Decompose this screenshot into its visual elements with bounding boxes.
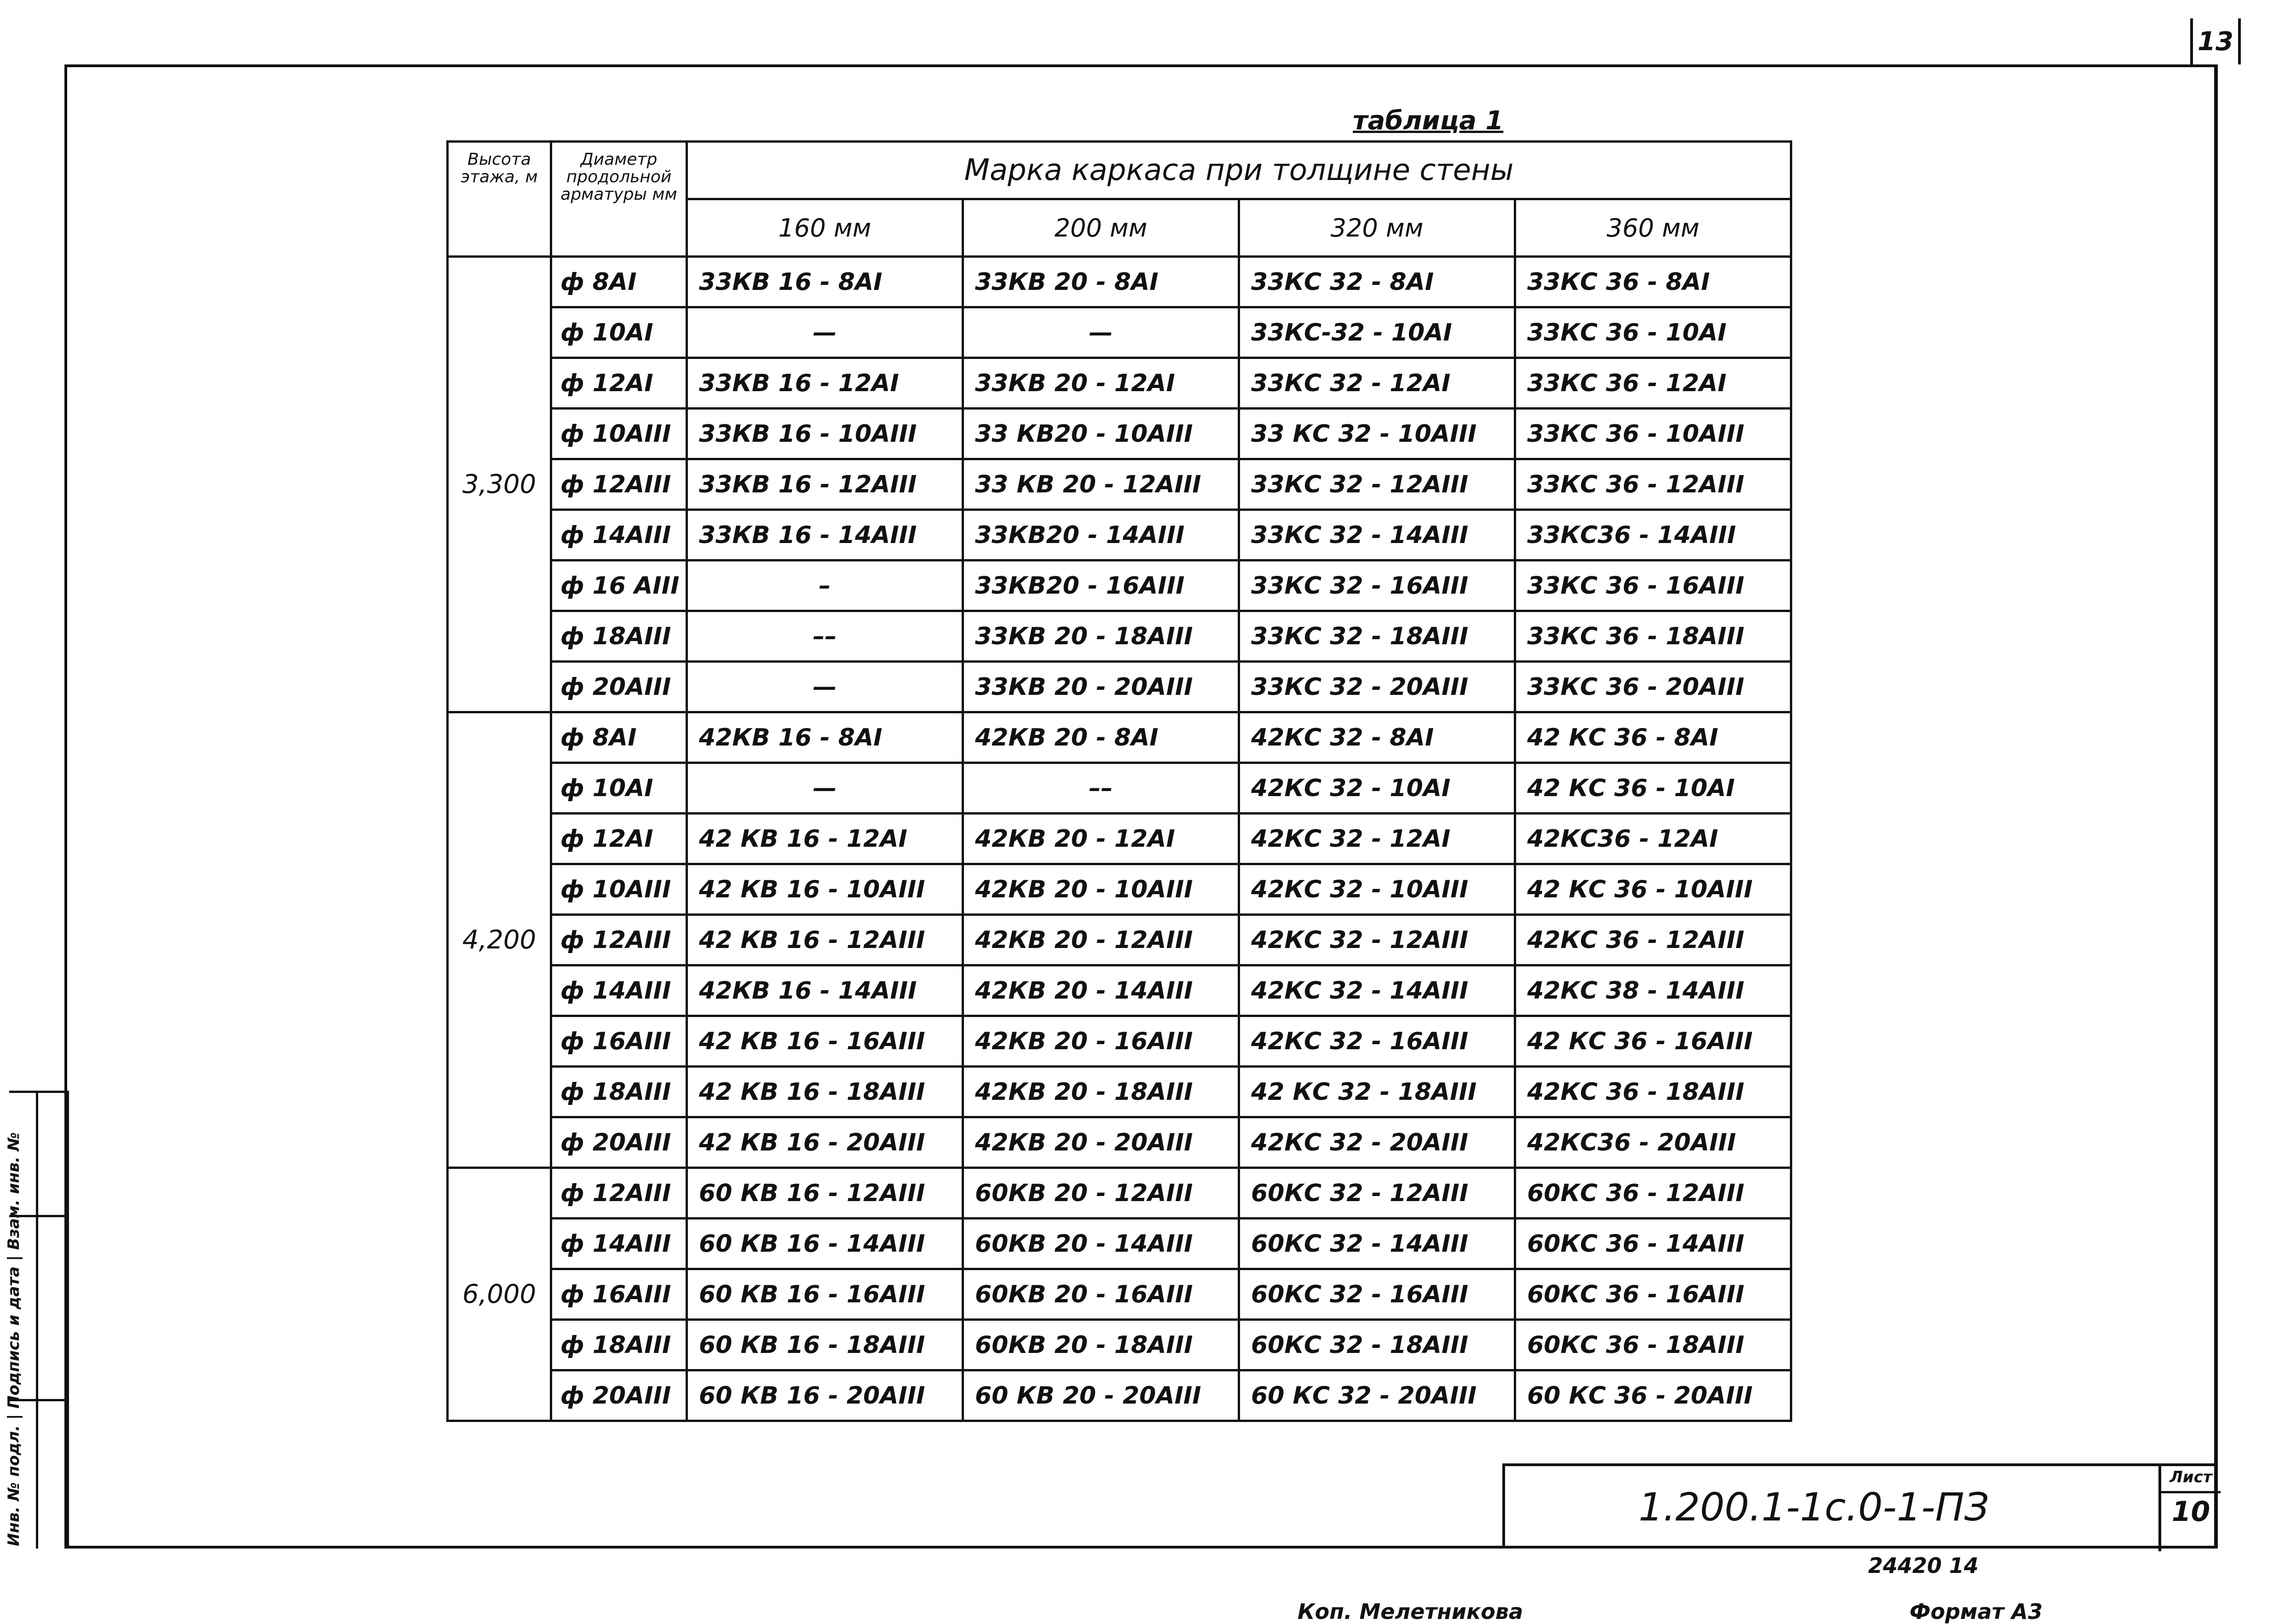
frame-mark-cell: 33КС 32 - 12AIII xyxy=(1239,459,1515,510)
diameter-cell: ф 16AIII xyxy=(551,1016,687,1067)
frame-mark-cell: 42 КС 36 - 8AI xyxy=(1515,712,1791,763)
frame-mark-cell: — xyxy=(687,763,963,814)
table-row xyxy=(448,814,1791,864)
frame-mark-cell: 60КВ 20 - 16AIII xyxy=(963,1269,1239,1320)
frame-mark-cell: 60 КС 36 - 20AIII xyxy=(1515,1370,1791,1421)
frame-mark-cell: 42КС 38 - 14AIII xyxy=(1515,965,1791,1016)
frame-mark-cell: 33КВ 16 - 12AIII xyxy=(687,459,963,510)
diameter-cell: ф 8AI xyxy=(551,257,687,307)
frame-mark-cell: 60КС 32 - 18AIII xyxy=(1239,1320,1515,1370)
header-diameter: Диаметр продольной арматуры мм xyxy=(551,142,687,257)
table-row xyxy=(448,257,1791,307)
diameter-cell: ф 14AIII xyxy=(551,510,687,561)
table-row xyxy=(448,712,1791,763)
frame-mark-cell: 33КС 32 - 12AI xyxy=(1239,358,1515,409)
frame-mark-cell: 42 КС 36 - 10AI xyxy=(1515,763,1791,814)
frame-mark-cell: 33КВ20 - 16AIII xyxy=(963,561,1239,611)
table-row xyxy=(448,1016,1791,1067)
frame-mark-cell: 33КВ 20 - 8AI xyxy=(963,257,1239,307)
frame-mark-cell: 60КС 32 - 16AIII xyxy=(1239,1269,1515,1320)
diameter-cell: ф 12AIII xyxy=(551,1168,687,1219)
frame-mark-cell: 42КС 36 - 12AIII xyxy=(1515,915,1791,965)
frame-mark-cell: 60 КВ 16 - 16AIII xyxy=(687,1269,963,1320)
sheet-number: 10 xyxy=(2171,1496,2210,1528)
frame-mark-cell: 42КС36 - 12AI xyxy=(1515,814,1791,864)
diameter-cell: ф 10AI xyxy=(551,763,687,814)
header-thickness: 160 мм xyxy=(687,199,963,257)
diameter-cell: ф 20AIII xyxy=(551,1117,687,1168)
header-height: Высота этажа, м xyxy=(448,142,551,257)
diameter-cell: ф 12AI xyxy=(551,358,687,409)
table-row xyxy=(448,1117,1791,1168)
frame-mark-cell: 42КС 32 - 12AIII xyxy=(1239,915,1515,965)
diameter-cell: ф 18AIII xyxy=(551,1320,687,1370)
diameter-cell: ф 12AI xyxy=(551,814,687,864)
floor-height-cell: 3,300 xyxy=(448,257,551,712)
frame-mark-cell: 33КВ 20 - 12AI xyxy=(963,358,1239,409)
frame-mark-cell: — xyxy=(687,662,963,712)
frame-mark-cell: 60 КВ 20 - 20AIII xyxy=(963,1370,1239,1421)
diameter-cell: ф 16AIII xyxy=(551,1269,687,1320)
frame-mark-cell: 60КС 36 - 18AIII xyxy=(1515,1320,1791,1370)
frame-mark-cell: 33КС36 - 14AIII xyxy=(1515,510,1791,561)
frame-mark-cell: 33КВ 16 - 10AIII xyxy=(687,409,963,459)
table-row xyxy=(448,1320,1791,1370)
frame-mark-cell: 42 КС 36 - 16AIII xyxy=(1515,1016,1791,1067)
frame-mark-cell: 42КВ 16 - 8AI xyxy=(687,712,963,763)
table-row xyxy=(448,1067,1791,1117)
frame-mark-cell: 60КВ 20 - 14AIII xyxy=(963,1219,1239,1269)
table-body xyxy=(448,257,1791,1421)
frame-mark-cell: 33КС 36 - 12AIII xyxy=(1515,459,1791,510)
copied-by: Коп. Мелетникова xyxy=(1298,1599,1523,1624)
frame-mark-cell: 33КВ20 - 14AIII xyxy=(963,510,1239,561)
frame-mark-cell: 33 КС 32 - 10AIII xyxy=(1239,409,1515,459)
frame-mark-cell: 42 КС 32 - 18AIII xyxy=(1239,1067,1515,1117)
frame-mark-cell: 42КВ 20 - 8AI xyxy=(963,712,1239,763)
table-row xyxy=(448,611,1791,662)
frame-mark-cell: 60КС 36 - 12AIII xyxy=(1515,1168,1791,1219)
table-row xyxy=(448,763,1791,814)
table-row xyxy=(448,1219,1791,1269)
table-row xyxy=(448,1168,1791,1219)
frame-mark-cell: 33КВ 16 - 8AI xyxy=(687,257,963,307)
frame-marks-table xyxy=(446,140,1792,1422)
title-block xyxy=(1502,1463,2218,1549)
header-thickness: 320 мм xyxy=(1239,199,1515,257)
frame-mark-cell: –– xyxy=(687,611,963,662)
frame-mark-cell: 60 КС 32 - 20AIII xyxy=(1239,1370,1515,1421)
diameter-cell: ф 14AIII xyxy=(551,965,687,1016)
table-row xyxy=(448,915,1791,965)
frame-mark-cell: 33КС 36 - 12AI xyxy=(1515,358,1791,409)
frame-mark-cell: 60КС 32 - 12AIII xyxy=(1239,1168,1515,1219)
frame-mark-cell: 42КС 32 - 16AIII xyxy=(1239,1016,1515,1067)
document-code: 1.200.1-1с.0-1-ПЗ xyxy=(1639,1485,1989,1530)
frame-mark-cell: 60 КВ 16 - 20AIII xyxy=(687,1370,963,1421)
table-row xyxy=(448,864,1791,915)
diameter-cell: ф 10AIII xyxy=(551,409,687,459)
frame-mark-cell: 33КС 36 - 10AI xyxy=(1515,307,1791,358)
frame-mark-cell: 33КС 36 - 16AIII xyxy=(1515,561,1791,611)
diameter-cell: ф 16 AIII xyxy=(551,561,687,611)
frame-mark-cell: 42 КС 36 - 10AIII xyxy=(1515,864,1791,915)
frame-mark-cell: 60 КВ 16 - 18AIII xyxy=(687,1320,963,1370)
frame-mark-cell: 42 КВ 16 - 20AIII xyxy=(687,1117,963,1168)
frame-mark-cell: 42КС 32 - 10AI xyxy=(1239,763,1515,814)
frame-mark-cell: 33КС-32 - 10AI xyxy=(1239,307,1515,358)
diameter-cell: ф 18AIII xyxy=(551,1067,687,1117)
table-row xyxy=(448,409,1791,459)
diameter-cell: ф 18AIII xyxy=(551,611,687,662)
frame-mark-cell: 60КС 36 - 14AIII xyxy=(1515,1219,1791,1269)
frame-mark-cell: 60КВ 20 - 12AIII xyxy=(963,1168,1239,1219)
table-row xyxy=(448,1269,1791,1320)
table-row xyxy=(448,510,1791,561)
frame-mark-cell: – xyxy=(687,561,963,611)
table-row xyxy=(448,965,1791,1016)
frame-mark-cell: 42КС 36 - 18AIII xyxy=(1515,1067,1791,1117)
diameter-cell: ф 10AI xyxy=(551,307,687,358)
frame-mark-cell: 42КВ 20 - 20AIII xyxy=(963,1117,1239,1168)
frame-mark-cell: 33КС 36 - 10AIII xyxy=(1515,409,1791,459)
header-thickness: 360 мм xyxy=(1515,199,1791,257)
diameter-cell: ф 8AI xyxy=(551,712,687,763)
frame-mark-cell: 33 КВ 20 - 12AIII xyxy=(963,459,1239,510)
frame-mark-cell: 33КС 36 - 18AIII xyxy=(1515,611,1791,662)
frame-mark-cell: — xyxy=(687,307,963,358)
frame-mark-cell: 33КВ 20 - 18AIII xyxy=(963,611,1239,662)
frame-mark-cell: 42 КВ 16 - 18AIII xyxy=(687,1067,963,1117)
frame-mark-cell: 42КС36 - 20AIII xyxy=(1515,1117,1791,1168)
frame-mark-cell: 42 КВ 16 - 12AIII xyxy=(687,915,963,965)
frame-mark-cell: — xyxy=(963,307,1239,358)
format-label: Формат А3 xyxy=(1910,1599,2043,1624)
table-caption: таблица 1 xyxy=(1353,106,1504,136)
floor-height-cell: 6,000 xyxy=(448,1168,551,1421)
floor-height-cell: 4,200 xyxy=(448,712,551,1168)
table-row xyxy=(448,358,1791,409)
diameter-cell: ф 20AIII xyxy=(551,1370,687,1421)
frame-mark-cell: 42КВ 20 - 14AIII xyxy=(963,965,1239,1016)
inventory-number: 24420 14 xyxy=(1868,1553,1979,1578)
frame-mark-cell: 33КС 32 - 16AIII xyxy=(1239,561,1515,611)
frame-mark-cell: 33КВ 16 - 14AIII xyxy=(687,510,963,561)
sheet-box xyxy=(2158,1463,2221,1551)
sheet-label: Лист xyxy=(2161,1463,2221,1493)
frame-mark-cell: 60 КВ 16 - 12AIII xyxy=(687,1168,963,1219)
frame-mark-cell: 42КВ 20 - 12AI xyxy=(963,814,1239,864)
frame-mark-cell: 42КВ 16 - 14AIII xyxy=(687,965,963,1016)
frame-mark-cell: 42КС 32 - 20AIII xyxy=(1239,1117,1515,1168)
frame-mark-cell: 42КВ 20 - 12AIII xyxy=(963,915,1239,965)
frame-mark-cell: 42 КВ 16 - 12AI xyxy=(687,814,963,864)
frame-mark-cell: –– xyxy=(963,763,1239,814)
frame-mark-cell: 33КС 32 - 18AIII xyxy=(1239,611,1515,662)
frame-mark-cell: 42 КВ 16 - 16AIII xyxy=(687,1016,963,1067)
frame-mark-cell: 42КС 32 - 14AIII xyxy=(1239,965,1515,1016)
frame-mark-cell: 60КС 36 - 16AIII xyxy=(1515,1269,1791,1320)
frame-mark-cell: 60КВ 20 - 18AIII xyxy=(963,1320,1239,1370)
frame-mark-cell: 33КВ 16 - 12AI xyxy=(687,358,963,409)
frame-mark-cell: 33КВ 20 - 20AIII xyxy=(963,662,1239,712)
frame-mark-cell: 33КС 36 - 20AIII xyxy=(1515,662,1791,712)
table-row xyxy=(448,307,1791,358)
diameter-cell: ф 20AIII xyxy=(551,662,687,712)
frame-mark-cell: 42КВ 20 - 10AIII xyxy=(963,864,1239,915)
diameter-cell: ф 10AIII xyxy=(551,864,687,915)
sheet-corner-number: 13 xyxy=(2190,18,2241,64)
frame-mark-cell: 33КС 32 - 14AIII xyxy=(1239,510,1515,561)
frame-mark-cell: 42КВ 20 - 18AIII xyxy=(963,1067,1239,1117)
frame-mark-cell: 42 КВ 16 - 10AIII xyxy=(687,864,963,915)
frame-mark-cell: 60КС 32 - 14AIII xyxy=(1239,1219,1515,1269)
frame-mark-cell: 42КС 32 - 12AI xyxy=(1239,814,1515,864)
table-row xyxy=(448,561,1791,611)
frame-mark-cell: 42КВ 20 - 16AIII xyxy=(963,1016,1239,1067)
table-row xyxy=(448,662,1791,712)
diameter-cell: ф 14AIII xyxy=(551,1219,687,1269)
frame-mark-cell: 33КС 32 - 20AIII xyxy=(1239,662,1515,712)
table-row xyxy=(448,459,1791,510)
table-row xyxy=(448,1370,1791,1421)
header-marka: Марка каркаса при толщине стены xyxy=(687,142,1791,199)
diameter-cell: ф 12AIII xyxy=(551,915,687,965)
diameter-cell: ф 12AIII xyxy=(551,459,687,510)
frame-mark-cell: 60 КВ 16 - 14AIII xyxy=(687,1219,963,1269)
frame-mark-cell: 33КС 36 - 8AI xyxy=(1515,257,1791,307)
binding-label: Инв. № подл. | Подпись и дата | Взам. инв. № xyxy=(5,1132,23,1546)
header-thickness: 200 мм xyxy=(963,199,1239,257)
frame-mark-cell: 42КС 32 - 10AIII xyxy=(1239,864,1515,915)
frame-mark-cell: 33КС 32 - 8AI xyxy=(1239,257,1515,307)
frame-mark-cell: 42КС 32 - 8AI xyxy=(1239,712,1515,763)
frame-mark-cell: 33 КВ20 - 10AIII xyxy=(963,409,1239,459)
